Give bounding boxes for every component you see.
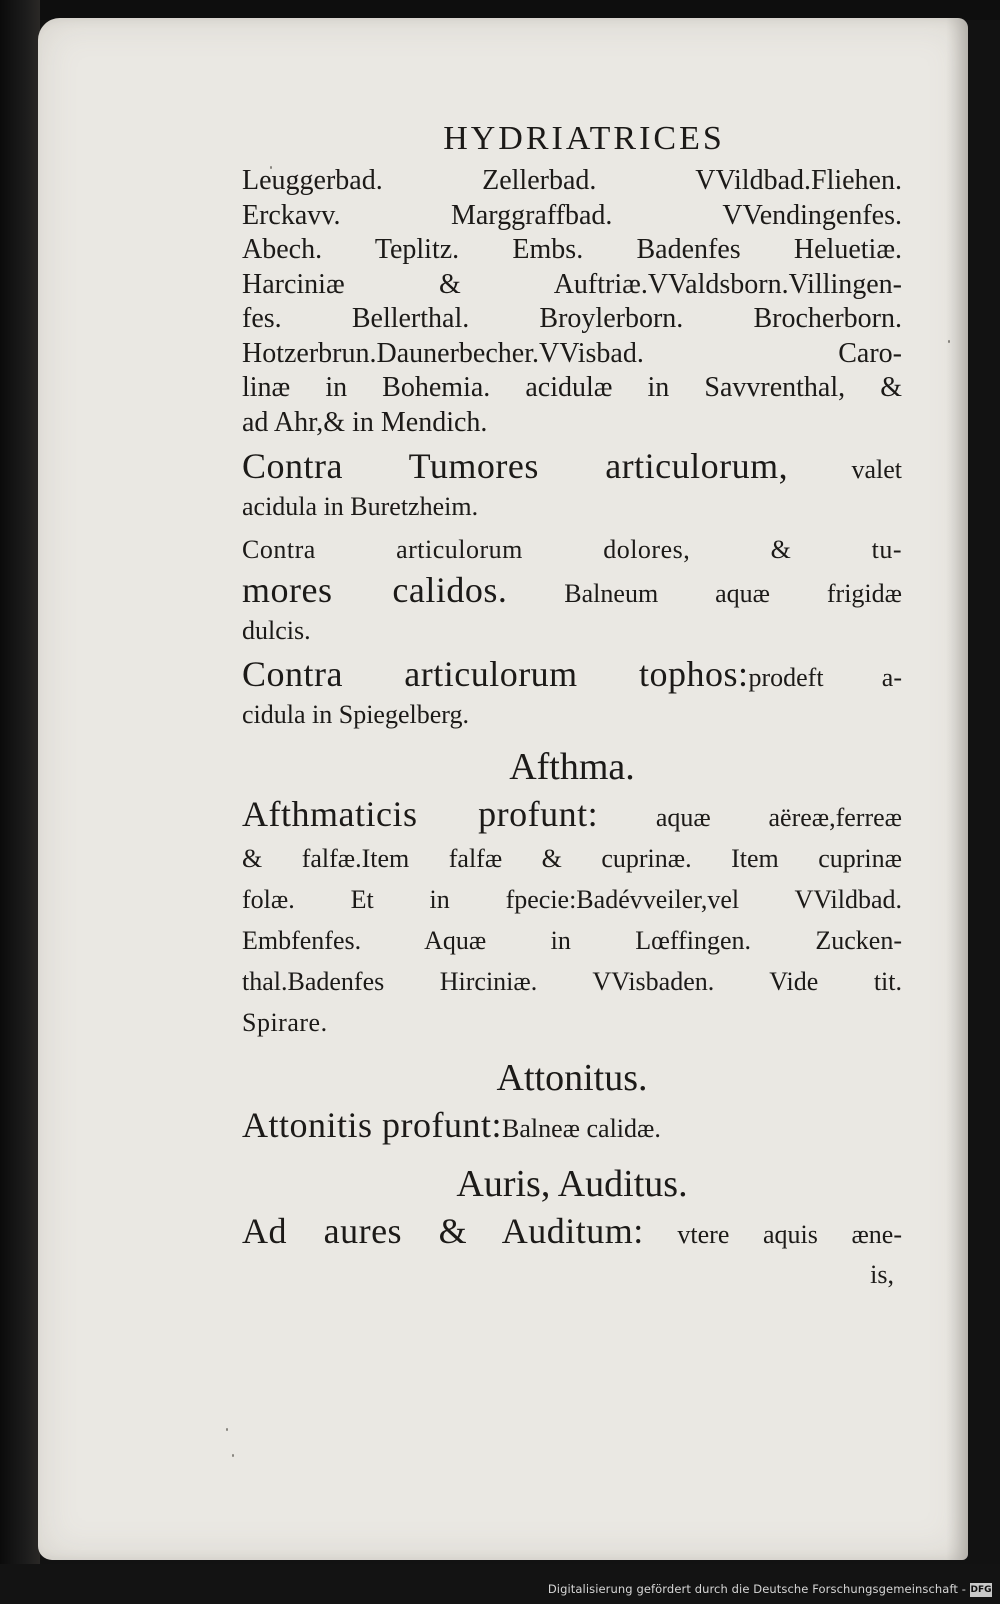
page-text (242, 118, 902, 1295)
dfg-logo: DFG (970, 1585, 992, 1595)
scan-border-top (0, 0, 1000, 20)
section-lead: Afthmaticis profunt: (242, 794, 599, 834)
text-line (242, 1211, 902, 1255)
rubric-text: prodeft a- (748, 663, 902, 692)
text-line: Spirare. (242, 1008, 328, 1037)
text-line (242, 1105, 902, 1149)
text-line (242, 446, 902, 490)
text-line: fes. Bellerthal. Broylerborn. Brocherborn. (242, 303, 902, 334)
text-line: Leuggerbad. Zellerbad. VVildbad.Fliehen. (242, 165, 902, 196)
section-body-attonitus (242, 1105, 902, 1149)
section-title-attonitus: Attonitus. (496, 1057, 648, 1099)
paper-speck (948, 340, 950, 343)
text-line: Abech. Teplitz. Embs. Badenfes Heluetiæ. (242, 234, 902, 265)
section-text: aquæ aëreæ,ferreæ (655, 803, 902, 832)
section-lead: Ad aures & Auditum: (242, 1211, 644, 1251)
paper-speck (226, 1428, 228, 1431)
page-gutter-shade (946, 18, 968, 1560)
scan-border-left (0, 0, 40, 1604)
text-line: linæ in Bohemia. acidulæ in Savvrenthal, & (242, 372, 902, 403)
rubric-dolores (242, 530, 902, 648)
text-line: cidula in Spiegelberg. (242, 700, 469, 729)
text-line: Hotzerbrun.Daunerbecher.VVisbad. Caro- (242, 337, 902, 369)
text-line: Embfenfes. Aquæ in Lœffingen. Zucken- (242, 926, 902, 955)
rubric-heading: mores calidos. (242, 570, 508, 610)
text-line: Erckavv. Marggraffbad. VVendingenfes. (242, 199, 902, 231)
rubric-text: valet (851, 455, 902, 484)
rubric-text: Balneum aquæ frigidæ (564, 579, 902, 608)
section-title-auris: Auris, Auditus. (456, 1163, 688, 1205)
section-title-asthma: Afthma. (509, 746, 635, 788)
section-body-auris (242, 1211, 902, 1255)
text-line: folæ. Et in fpecie:Badévveiler,vel VVildbad. (242, 885, 902, 914)
section-body-asthma (242, 794, 902, 1043)
text-line (242, 570, 902, 614)
text-line: acidula in Buretzheim. (242, 492, 479, 521)
funding-note: Digitalisierung gefördert durch die Deutsche Forschungsgemeinschaft - (547, 1582, 966, 1596)
text-line (242, 654, 902, 698)
section-text: vtere aquis æne- (677, 1220, 902, 1249)
spa-list-paragraph (242, 164, 902, 440)
paper-speck (232, 1454, 234, 1457)
rubric-tophos (242, 654, 902, 732)
rubric-heading: Contra articulorum dolores, & tu- (242, 535, 902, 564)
text-line: ad Ahr,& in Mendich. (242, 406, 488, 438)
rubric-tumores (242, 446, 902, 524)
text-line: dulcis. (242, 616, 311, 645)
running-head: HYDRIATRICES (443, 120, 725, 157)
text-line: Harciniæ & Auftriæ.VValdsborn.Villingen- (242, 268, 902, 300)
rubric-heading: Contra Tumores articulorum, (242, 446, 789, 486)
section-text: Balneæ calidæ. (502, 1114, 661, 1143)
rubric-heading: Contra articulorum tophos: (242, 654, 749, 694)
catchword: is, (870, 1260, 894, 1289)
section-lead: Attonitis profunt: (242, 1105, 502, 1145)
text-line: & falfæ.Item falfæ & cuprinæ. Item cuprinæ (242, 844, 902, 873)
digitization-footer (0, 1564, 1000, 1604)
text-line: thal.Badenfes Hirciniæ. VVisbaden. Vide tit. (242, 967, 902, 996)
text-line (242, 794, 902, 838)
